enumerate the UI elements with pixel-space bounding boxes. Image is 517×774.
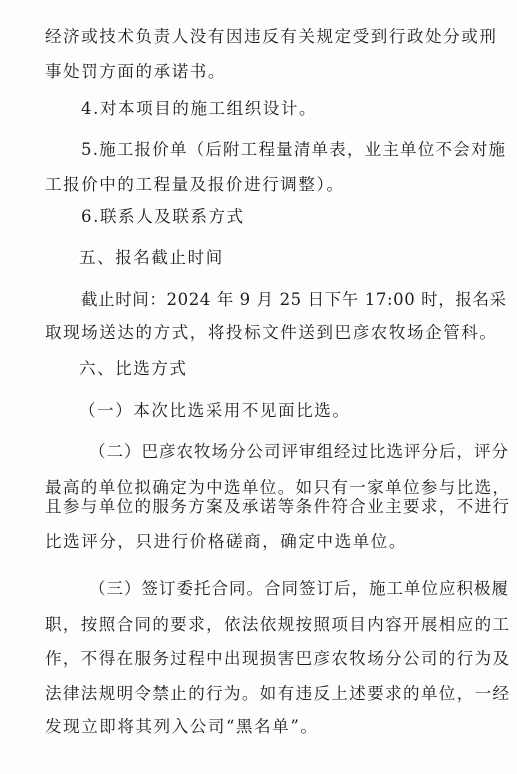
text-line: 6.联系人及联系方式 xyxy=(81,207,245,226)
text-line: 职，按照合同的要求，依法依规按照项目内容开展相应的工 xyxy=(45,615,511,634)
text-line: 工报价中的工程量及报价进行调整）。 xyxy=(45,175,345,194)
section-heading: 五、报名截止时间 xyxy=(79,248,224,267)
text-line: 最高的单位拟确定为中选单位。如只有一家单位参与比选， xyxy=(45,478,511,497)
text-line: （二）巴彦农牧场分公司评审组经过比选评分后，评分 xyxy=(89,442,509,461)
text-line: 取现场送达的方式，将投标文件送到巴彦农牧场企管科。 xyxy=(45,323,498,342)
text-line: 4.对本项目的施工组织设计。 xyxy=(81,99,318,118)
text-line: 事处罚方面的承诺书。 xyxy=(45,62,226,81)
text-line: 法律法规明令禁止的行为。如有违反上述要求的单位，一经 xyxy=(45,684,511,703)
text-line: 5.施工报价单（后附工程量清单表，业主单位不会对施 xyxy=(81,140,507,159)
text-line: 发现立即将其列入公司“黑名单”。 xyxy=(45,717,319,736)
text-line: 作，不得在服务过程中出现损害巴彦农牧场分公司的行为及 xyxy=(45,649,511,668)
text-line: （一）本次比选采用不见面比选。 xyxy=(79,401,351,420)
text-line: （三）签订委托合同。合同签订后，施工单位应积极履 xyxy=(89,579,509,598)
section-heading: 六、比选方式 xyxy=(79,359,188,378)
text-line: 经济或技术负责人没有因违反有关规定受到行政处分或刑 xyxy=(45,27,498,46)
text-line: 比选评分，只进行价格磋商，确定中选单位。 xyxy=(45,532,407,551)
text-line: 截止时间：2024 年 9 月 25 日下午 17:00 时，报名采 xyxy=(81,290,507,309)
text-line: 且参与单位的服务方案及承诺等条件符合业主要求，不进行 xyxy=(45,497,511,516)
